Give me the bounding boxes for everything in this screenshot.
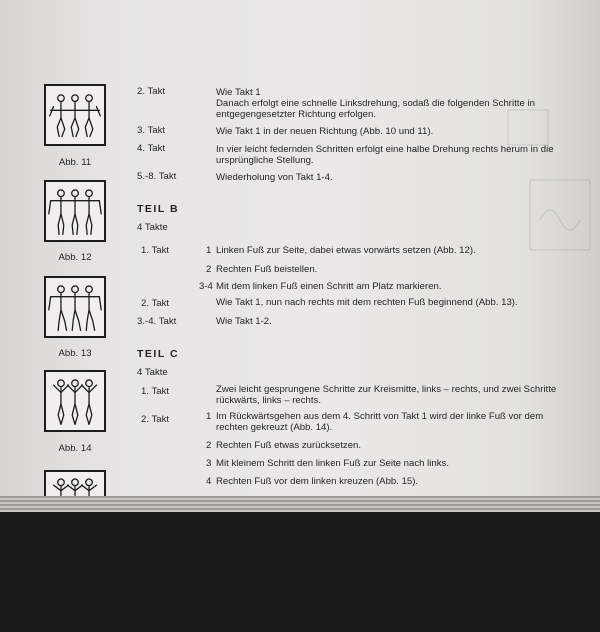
- step-text: Wiederholung von Takt 1-4.: [216, 172, 333, 183]
- takt-label: 1. Takt: [141, 245, 170, 256]
- takt-label: 2. Takt: [141, 414, 170, 425]
- step-number: 2: [206, 440, 212, 451]
- step-number: 2: [206, 264, 212, 275]
- section-heading: TEIL B: [137, 203, 180, 215]
- step-text: Rechten Fuß vor dem linken kreuzen (Abb. 15).: [216, 476, 419, 487]
- three-dancers-icon: [46, 86, 104, 144]
- three-dancers-icon: [46, 278, 104, 336]
- step-text: Danach erfolgt eine schnelle Linksdrehung, sodaß die folgenden Schritte in entgegengesetzter Richtung erfolgen.: [216, 98, 535, 120]
- step-number: 3: [206, 458, 212, 469]
- step-text: Zwei leicht gesprungene Schritte zur Kreismitte, links – rechts, und zwei Schritte rückwärts, links – rechts.: [216, 384, 557, 406]
- step-number: 3-4: [199, 281, 213, 292]
- figure-caption: Abb. 11: [58, 157, 92, 168]
- figure-abb-15-partial: [44, 470, 106, 498]
- takt-label: 4. Takt: [137, 143, 166, 154]
- step-text: Mit dem linken Fuß einen Schritt am Platz markieren.: [216, 281, 442, 292]
- step-number: 1: [206, 245, 212, 256]
- takt-label: 3.-4. Takt: [137, 316, 177, 327]
- step-text: Rechten Fuß beistellen.: [216, 264, 318, 275]
- figure-caption: Abb. 12: [58, 252, 92, 263]
- takt-label: 5.-8. Takt: [137, 171, 177, 182]
- step-text: Rechten Fuß etwas zurücksetzen.: [216, 440, 362, 451]
- takt-label: 2. Takt: [137, 86, 166, 97]
- step-text: Wie Takt 1-2.: [216, 316, 272, 327]
- three-dancers-icon: [46, 182, 104, 240]
- section-subheading: 4 Takte: [137, 367, 168, 378]
- takt-label: 1. Takt: [141, 386, 170, 397]
- takt-label: 2. Takt: [141, 298, 170, 309]
- figure-abb-11: [44, 84, 106, 146]
- step-text: In vier leicht federnden Schritten erfolgt eine halbe Drehung rechts herum in die ursprüngliche Stellung.: [216, 144, 554, 166]
- figure-caption: Abb. 14: [58, 443, 92, 454]
- figure-caption: Abb. 13: [58, 348, 92, 359]
- step-text: Wie Takt 1 in der neuen Richtung (Abb. 10 und 11).: [216, 126, 434, 137]
- three-dancers-icon: [46, 472, 104, 498]
- figure-abb-13: [44, 276, 106, 338]
- section-heading: TEIL C: [137, 348, 180, 360]
- step-text: Wie Takt 1: [216, 87, 261, 98]
- step-number: 4: [206, 476, 212, 487]
- takt-label: 3. Takt: [137, 125, 166, 136]
- figure-abb-14: [44, 370, 106, 432]
- figure-abb-12: [44, 180, 106, 242]
- step-text: Im Rückwärtsgehen aus dem 4. Schritt von Takt 1 wird der linke Fuß vor dem rechten gekreuzt (Abb. 14).: [216, 411, 544, 433]
- step-text: Wie Takt 1, nun nach rechts mit dem rechten Fuß beginnend (Abb. 13).: [216, 297, 518, 308]
- step-text: Linken Fuß zur Seite, dabei etwas vorwärts setzen (Abb. 12).: [216, 245, 476, 256]
- three-dancers-icon: [46, 372, 104, 430]
- step-text: Mit kleinem Schritt den linken Fuß zur Seite nach links.: [216, 458, 450, 469]
- section-subheading: 4 Takte: [137, 222, 168, 233]
- step-number: 1: [206, 411, 212, 422]
